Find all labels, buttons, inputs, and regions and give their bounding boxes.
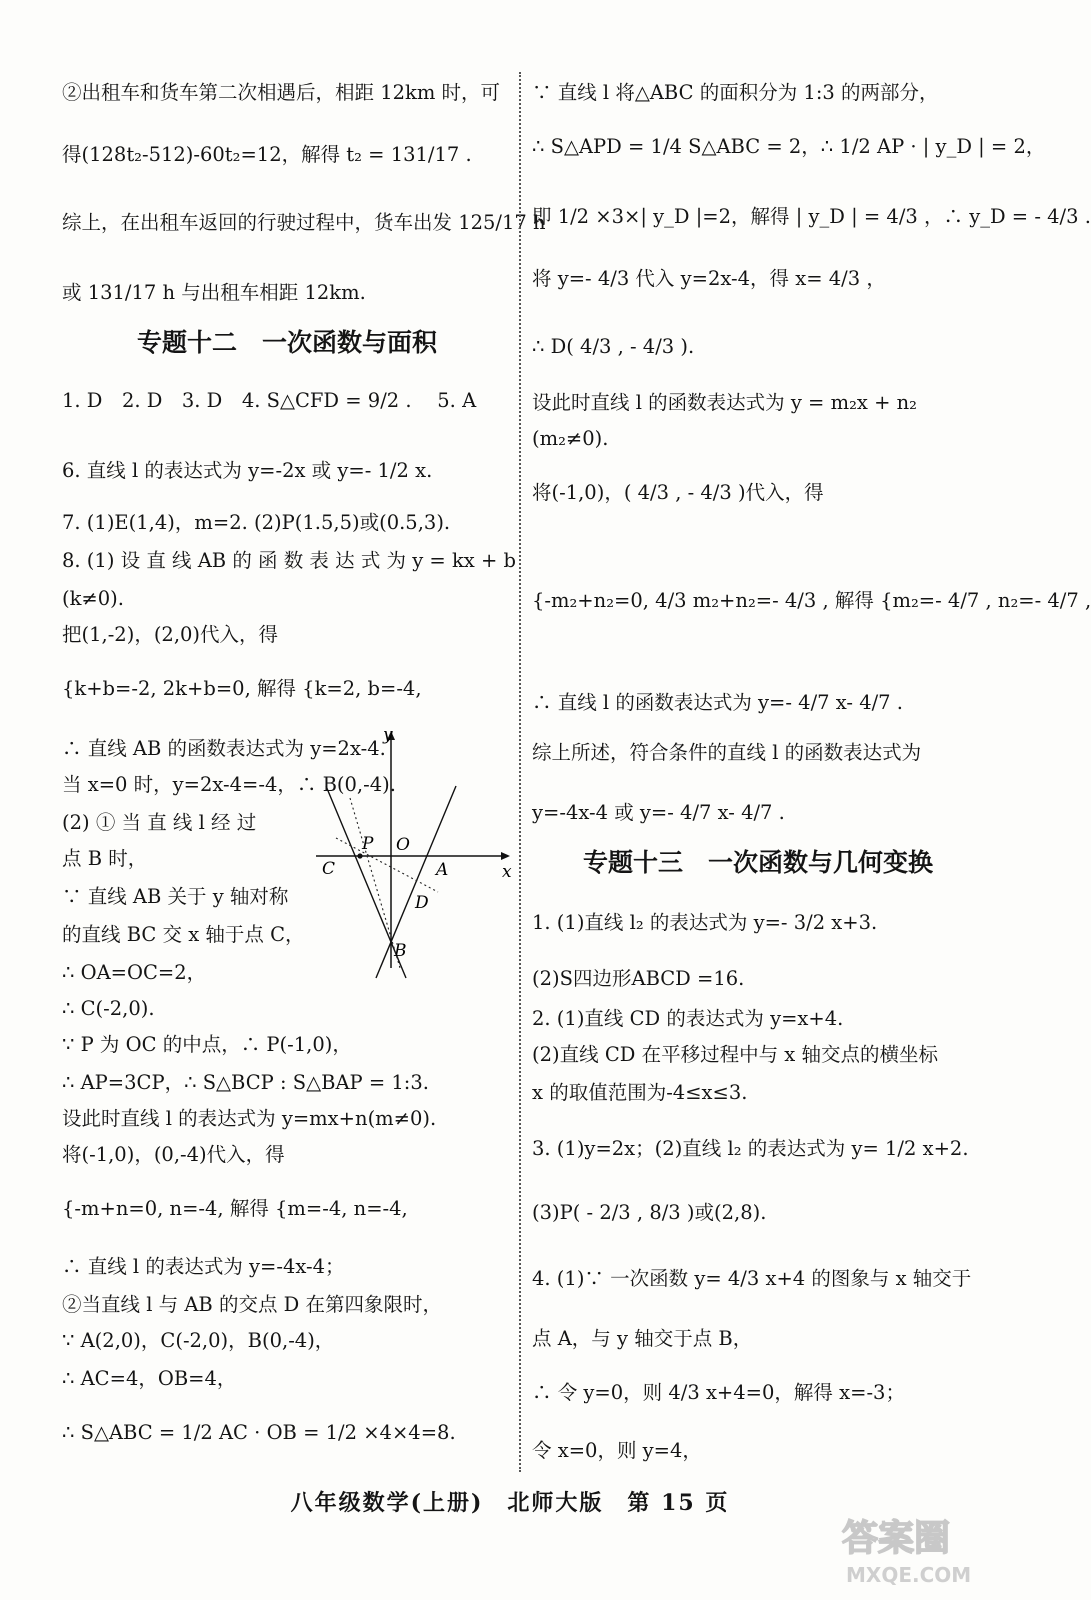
point-p: [357, 853, 362, 858]
x-axis-arrow-icon: [501, 852, 510, 860]
text-line: 点 B 时，: [62, 847, 148, 870]
svg-text:答案圈: 答案圈: [842, 1518, 951, 1559]
text-line: y=-4x-4 或 y=- 4/7 x- 4/7 .: [532, 801, 785, 824]
label-x: x: [502, 862, 512, 882]
text-line: ∵ 直线 l 将△ABC 的面积分为 1:3 的两部分，: [532, 81, 939, 104]
svg-text:MXQE.COM: MXQE.COM: [846, 1563, 972, 1587]
text-line: 6. 直线 l 的表达式为 y=-2x 或 y=- 1/2 x.: [62, 459, 433, 482]
text-line: 当 x=0 时，y=2x-4=-4，∴ B(0,-4).: [62, 773, 396, 796]
text-line: ∵ A(2,0)，C(-2,0)，B(0,-4)，: [62, 1329, 335, 1352]
text-line: {-m+n=0, n=-4, 解得 {m=-4, n=-4,: [62, 1197, 408, 1220]
page-footer: 八年级数学(上册) 北师大版 第 15 页: [290, 1490, 730, 1516]
text-line: ∴ C(-2,0).: [62, 997, 155, 1020]
text-line: 或 131/17 h 与出租车相距 12km.: [62, 281, 366, 304]
text-line: 4. (1)∵ 一次函数 y= 4/3 x+4 的图象与 x 轴交于: [532, 1267, 972, 1290]
line-l-through-b: [350, 798, 400, 968]
text-line: 1. D 2. D 3. D 4. S△CFD = 9/2 . 5. A: [62, 389, 477, 412]
text-line: (3)P( - 2/3 , 8/3 )或(2,8).: [532, 1201, 767, 1224]
label-y: y: [383, 725, 393, 745]
text-line: 7. (1)E(1,4)，m=2. (2)P(1.5,5)或(0.5,3).: [62, 511, 451, 534]
label-p: P: [362, 834, 374, 854]
section-heading: 专题十二 一次函数与面积: [136, 328, 438, 357]
label-b: B: [394, 941, 407, 961]
label-o: O: [396, 835, 410, 855]
text-line: 即 1/2 ×3×| y_D |=2，解得 | y_D | = 4/3 ，∴ y_D = - 4/3 .: [532, 205, 1091, 228]
text-line: ∴ S△ABC = 1/2 AC · OB = 1/2 ×4×4=8.: [62, 1421, 456, 1444]
label-d: D: [415, 893, 429, 913]
text-line: (m₂≠0).: [532, 427, 609, 450]
line-ab: [376, 786, 456, 978]
column-divider: [519, 72, 521, 1472]
text-line: ②当直线 l 与 AB 的交点 D 在第四象限时，: [62, 1293, 442, 1316]
text-line: 令 x=0，则 y=4，: [532, 1439, 702, 1462]
text-line: ∴ AC=4，OB=4，: [62, 1367, 237, 1390]
text-line: 设此时直线 l 的函数表达式为 y = m₂x + n₂: [532, 391, 918, 414]
text-line: ∴ AP=3CP，∴ S△BCP : S△BAP = 1:3.: [62, 1071, 429, 1094]
coordinate-figure: [316, 725, 516, 978]
text-line: ②出租车和货车第二次相遇后，相距 12km 时，可: [62, 81, 501, 104]
text-line: ∵ 直线 AB 关于 y 轴对称: [62, 885, 289, 908]
text-line: ∴ 直线 l 的函数表达式为 y=- 4/7 x- 4/7 .: [532, 691, 903, 714]
text-line: ∴ S△APD = 1/4 S△ABC = 2，∴ 1/2 AP · | y_D | = 2，: [532, 135, 1046, 158]
text-line: ∵ P 为 OC 的中点，∴ P(-1,0)，: [62, 1033, 352, 1056]
text-line: ∴ D( 4/3 , - 4/3 ).: [532, 335, 695, 358]
text-line: 的直线 BC 交 x 轴于点 C，: [62, 923, 305, 946]
text-line: 把(1,-2)，(2,0)代入，得: [62, 623, 279, 646]
text-line: (2)S四边形ABCD =16.: [532, 967, 745, 990]
text-line: 点 A，与 y 轴交于点 B，: [532, 1327, 753, 1350]
text-line: ∴ 直线 l 的表达式为 y=-4x-4；: [62, 1255, 345, 1278]
section-heading: 专题十三 一次函数与几何变换: [582, 848, 934, 877]
text-line: ∴ 直线 AB 的函数表达式为 y=2x-4.: [62, 737, 386, 760]
text-line: (2) ① 当 直 线 l 经 过: [62, 811, 257, 834]
text-line: 将(-1,0)，( 4/3 , - 4/3 )代入，得: [532, 481, 824, 504]
text-line: (2)直线 CD 在平移过程中与 x 轴交点的横坐标: [532, 1043, 938, 1066]
text-line: 设此时直线 l 的表达式为 y=mx+n(m≠0).: [62, 1107, 437, 1130]
text-line: ∴ 令 y=0，则 4/3 x+4=0，解得 x=-3；: [532, 1381, 905, 1404]
text-line: 将(-1,0)，(0,-4)代入，得: [62, 1143, 285, 1166]
text-line: 将 y=- 4/3 代入 y=2x-4，得 x= 4/3 ，: [532, 267, 886, 290]
text-line: 1. (1)直线 l₂ 的表达式为 y=- 3/2 x+3.: [532, 911, 878, 934]
label-a: A: [436, 860, 449, 880]
text-line: 2. (1)直线 CD 的表达式为 y=x+4.: [532, 1007, 844, 1030]
label-c: C: [322, 859, 336, 879]
text-line: ∴ OA=OC=2，: [62, 961, 207, 984]
text-line: 综上所述，符合条件的直线 l 的函数表达式为: [532, 741, 922, 764]
watermark-logo: [842, 1510, 992, 1590]
text-line: 3. (1)y=2x；(2)直线 l₂ 的表达式为 y= 1/2 x+2.: [532, 1137, 969, 1160]
text-line: {-m₂+n₂=0, 4/3 m₂+n₂=- 4/3 , 解得 {m₂=- 4/7 , n₂=- 4/7 ,: [532, 589, 1091, 612]
text-line: 8. (1) 设 直 线 AB 的 函 数 表 达 式 为 y = kx + b: [62, 549, 517, 572]
text-line: x 的取值范围为-4≤x≤3.: [532, 1081, 748, 1104]
text-line: (k≠0).: [62, 587, 124, 610]
text-line: 综上，在出租车返回的行驶过程中，货车出发 125/17 h: [62, 211, 546, 234]
text-line: {k+b=-2, 2k+b=0, 解得 {k=2, b=-4,: [62, 677, 422, 700]
text-line: 得(128t₂-512)-60t₂=12，解得 t₂ = 131/17 .: [62, 143, 472, 166]
